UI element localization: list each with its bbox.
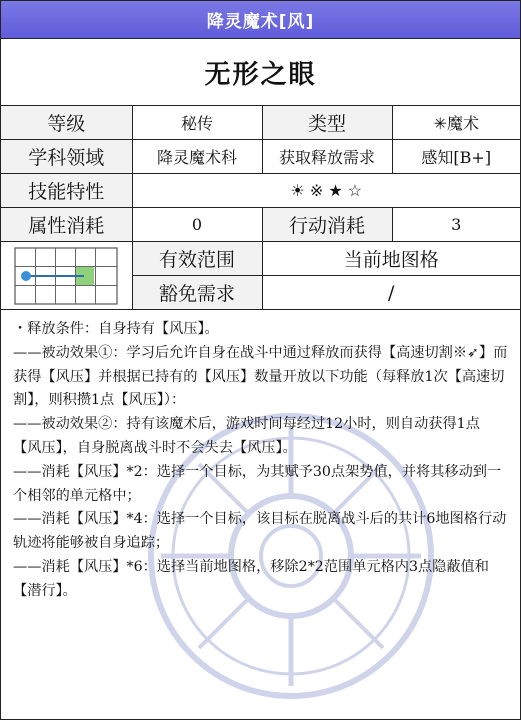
trait-value: ☀ ※ ★ ☆ [132,174,520,208]
action-cost-value: 3 [392,208,520,242]
desc-line-condition: ・释放条件：自身持有【风压】。 [13,321,219,337]
stats-table [1,106,520,310]
type-label: 类型 [262,106,392,140]
description-block [1,310,520,604]
stats-row-cost [1,208,520,242]
range-grid-icon [14,247,118,305]
stats-row-level [1,106,520,140]
level-value: 秘传 [132,106,262,140]
skill-title: 无形之眼 [1,39,520,106]
field-label: 学科领域 [1,140,132,174]
desc-line-cost-4: ——消耗【风压】*4：选择一个目标，该目标在脱离战斗后的共计6地图格行动轨迹将能够被自身追踪； [13,511,507,552]
field-value: 降灵魔术科 [132,140,262,174]
desc-line-passive-2: ——被动效果②：持有该魔术后，游戏时间每经过12小时，则自动获得1点【风压】，自身脱离战斗时不会失去【风压】。 [13,416,480,456]
stats-row-range [1,242,520,276]
immune-label: 豁免需求 [132,276,262,310]
level-label: 等级 [1,106,132,140]
immune-value: / [262,276,520,310]
desc-line-cost-2: ——消耗【风压】*2：选择一个目标，为其赋予30点架势值，并将其移动到一个相邻的单元格中； [13,463,502,504]
range-icon-cell [1,242,132,310]
category-banner: 降灵魔术[风] [1,1,520,39]
desc-line-cost-6: ——消耗【风压】*6：选择当前地图格，移除2*2范围单元格内3点隐蔽值和【潜行】。 [13,558,489,599]
action-cost-label: 行动消耗 [262,208,392,242]
type-value: ✳魔术 [392,106,520,140]
stats-row-trait [1,174,520,208]
range-value: 当前地图格 [262,242,520,276]
stats-row-field [1,140,520,174]
req-label: 获取释放需求 [262,140,392,174]
attr-cost-label: 属性消耗 [1,208,132,242]
range-label: 有效范围 [132,242,262,276]
req-value: 感知[B+] [392,140,520,174]
desc-line-passive-1: ——被动效果①：学习后允许自身在战斗中通过释放而获得【高速切割※➶】而获得【风压】并根据已持有的【风压】数量开放以下功能（每释放1次【高速切割】，则积攒1点【风压】）： [13,344,508,409]
attr-cost-value: 0 [132,208,262,242]
trait-label: 技能特性 [1,174,132,208]
